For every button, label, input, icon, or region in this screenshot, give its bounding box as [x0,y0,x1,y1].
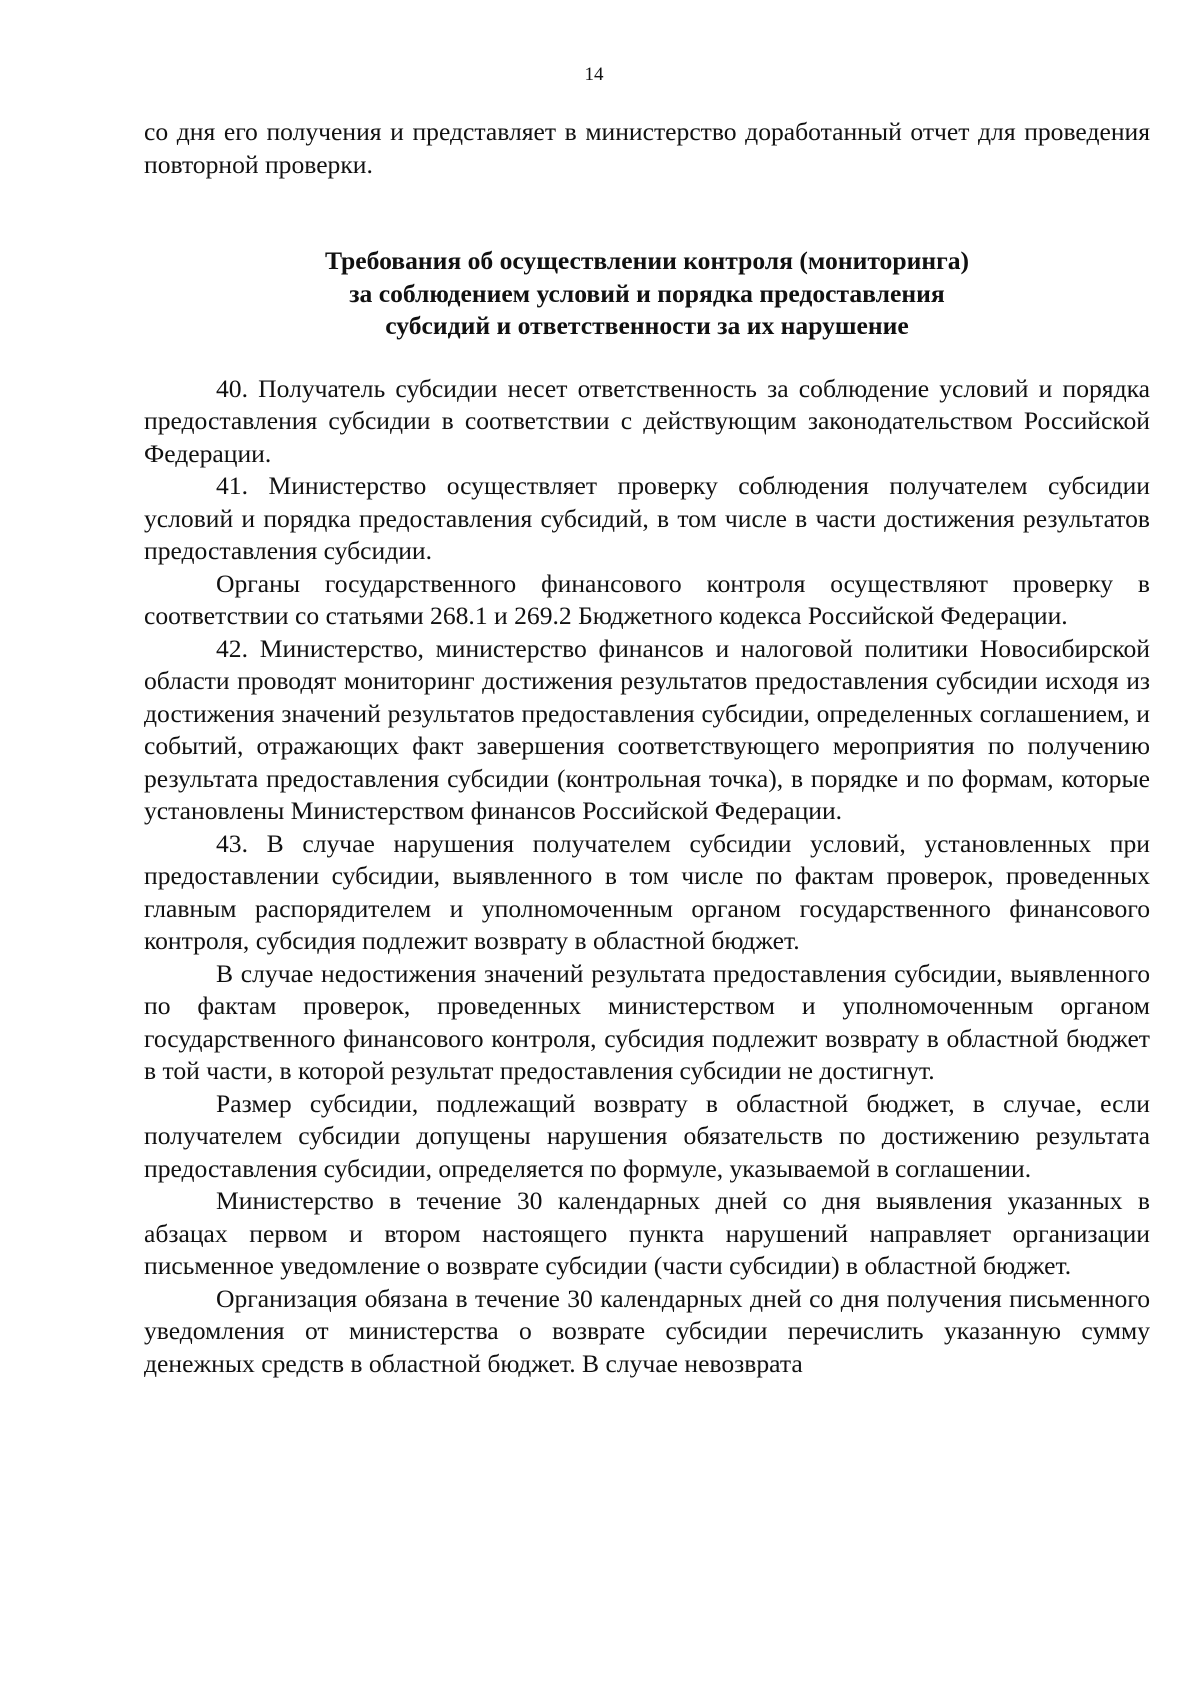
page-number: 14 [584,64,604,85]
section-heading-line: субсидий и ответственности за их нарушение [385,311,909,340]
paragraph-notification: Министерство в течение 30 календарных дней со дня выявления указанных в абзацах первом и втором настоящего пункта нарушений направляет организации письменное уведомление о возврате субсидии (части субсидии) в областной бюджет. [144,1186,1150,1280]
intro-paragraph: со дня его получения и представляет в министерство доработанный отчет для проведения повторной проверки. [144,117,1150,179]
section-heading [144,245,1150,343]
document-body [144,116,1150,1380]
section-heading-line: Требования об осуществлении контроля (мониторинга) [324,246,970,275]
paragraph-non-achievement: В случае недостижения значений результата предоставления субсидии, выявленного по фактам проверок, проведенных министерством и уполномоченным органом государственного финансового контроля, субсидия подлежит возврату в областной бюджет в той части, в которой результат предоставления субсидии не достигнут. [144,958,1150,1085]
paragraph-item-40: 40. Получатель субсидии несет ответственность за соблюдение условий и порядка предоставления субсидии в соответствии с действующим законодательством Российской Федерации. [144,373,1150,468]
paragraph-item-43: 43. В случае нарушения получателем субсидии условий, установленных при предоставлении субсидии, выявленного в том числе по фактам проверок, проведенных главным распорядителем и уполномоченным органом государственного финансового контроля, субсидия подлежит возврату в областной бюджет. [144,828,1150,955]
paragraph-refund-amount: Размер субсидии, подлежащий возврату в областной бюджет, в случае, если получателем субсидии допущены нарушения обязательств по достижению результата предоставления субсидии, определяется по формуле, указываемой в соглашении. [144,1088,1150,1183]
section-heading-line: за соблюдением условий и порядка предоставления [349,278,945,308]
paragraph-organization-obligation: Организация обязана в течение 30 календарных дней со дня получения письменного уведомления от министерства о возврате субсидии перечислить указанную сумму денежных средств в областной бюджет. В случае невозврата [144,1283,1150,1378]
paragraph-item-41: 41. Министерство осуществляет проверку соблюдения получателем субсидии условий и порядка предоставления субсидий, в том числе в части достижения результатов предоставления субсидии. [144,471,1150,565]
paragraph-control-bodies: Органы государственного финансового контроля осуществляют проверку в соответствии со статьями 268.1 и 269.2 Бюджетного кодекса Российской Федерации. [144,568,1150,630]
paragraph-item-42: 42. Министерство, министерство финансов и налоговой политики Новосибирской области проводят мониторинг достижения результатов предоставления субсидии исходя из достижения значений результатов предоставления субсидии, определенных соглашением, и событий, отражающих факт завершения соответствующего мероприятия по получению результата предоставления субсидии (контрольная точка), в порядке и по формам, которые установлены Министерством финансов Российской Федерации. [144,633,1150,825]
